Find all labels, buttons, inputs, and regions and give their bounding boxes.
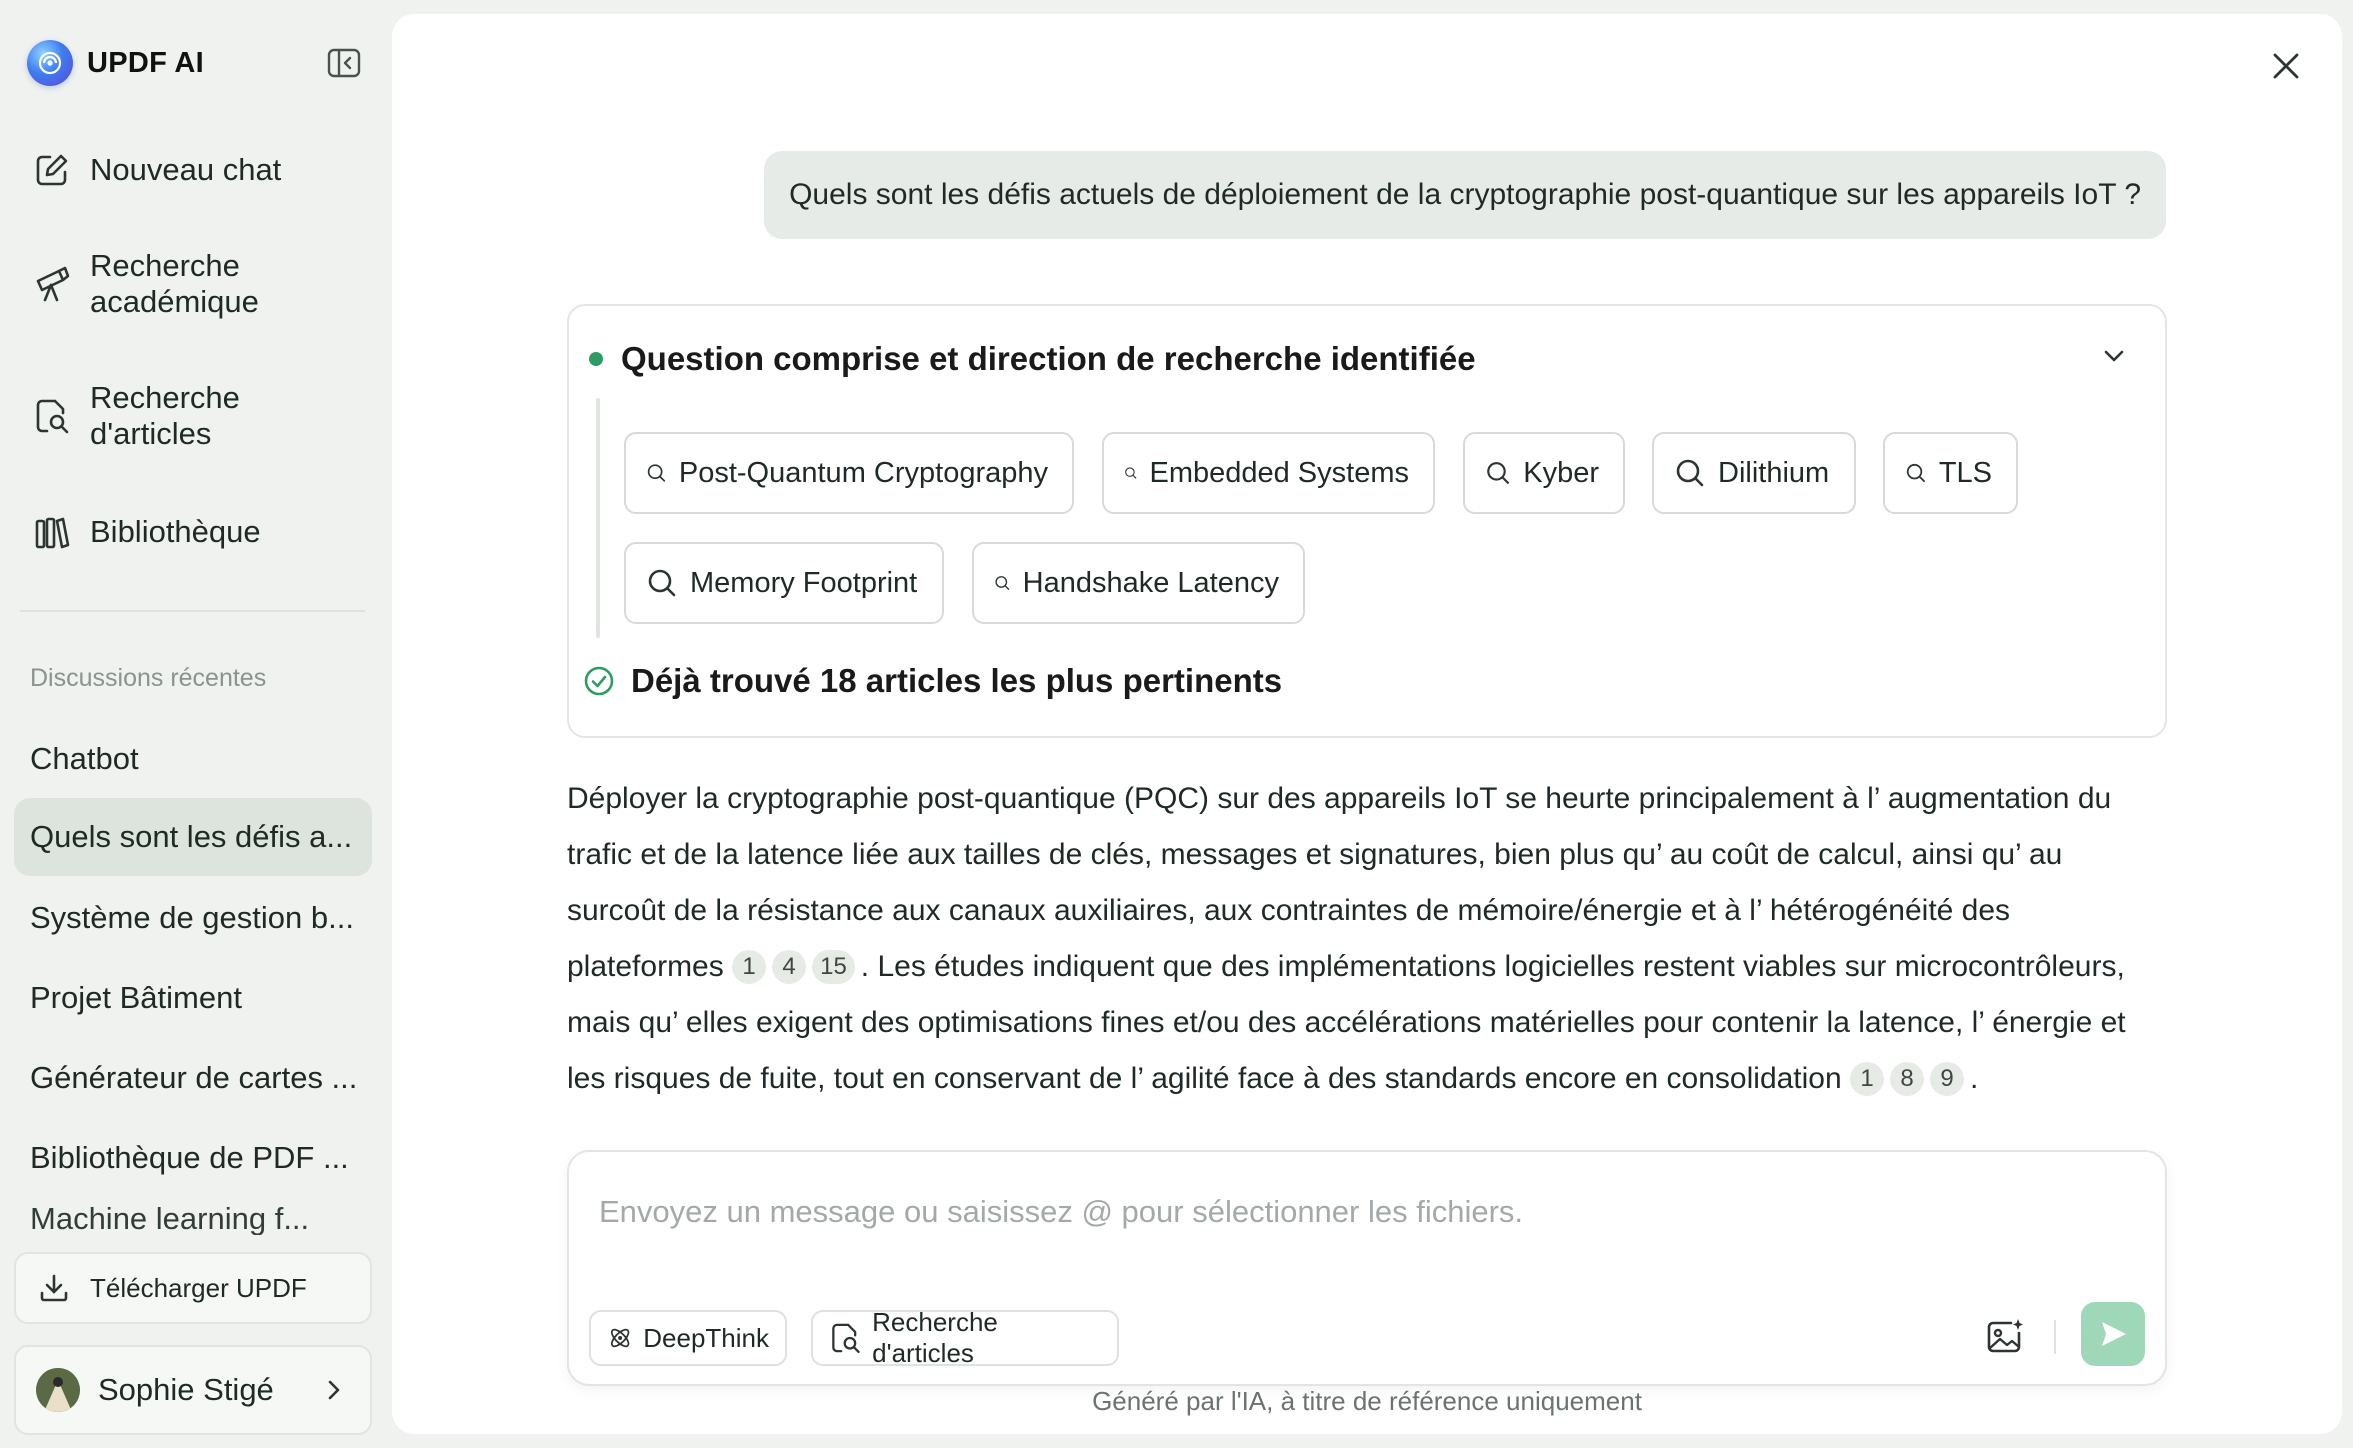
send-icon [2097,1318,2129,1350]
search-icon [646,457,667,489]
upload-image-button[interactable] [1981,1312,2029,1360]
recent-item[interactable]: Système de gestion b... [30,900,354,935]
ai-disclaimer: Généré par l'IA, à titre de référence uniquement [1092,1386,1642,1416]
articles-found-text: Déjà trouvé 18 articles les plus pertinents [631,662,1283,699]
deepthink-label: DeepThink [643,1322,769,1353]
status-dot [589,352,603,366]
search-icon [1485,457,1511,489]
research-progress-card [567,304,2167,738]
close-icon [2271,51,2301,81]
citation-badge[interactable]: 8 [1890,1062,1924,1096]
keyword-chip[interactable] [972,542,1305,624]
answer-text: . [1970,1062,1979,1095]
search-icon [646,567,678,599]
nav-library[interactable] [32,512,261,552]
research-title: Question comprise et direction de recherche identifiée [621,340,1476,377]
article-search-label: Recherche d'articles [872,1307,998,1368]
nav-label: Recherche académique [90,248,259,319]
answer-text: . Les études indiquent que des implémentations logicielles restent viables sur microcontrôleurs, mais qu’ elles exigent des optimisations fines et/ou des accélérations matérielles pour contenir la latence, l’ énergie et les risques de fuite, tout en conservant de l’ agilité face à des standards encore en consolidation [567,950,2126,1095]
library-icon [32,512,72,552]
sidebar-divider [20,610,365,612]
updf-ai-logo-icon [27,40,73,86]
article-search-toggle[interactable] [811,1307,1119,1368]
articles-found-status [583,662,1282,700]
doc-search-icon [32,396,72,436]
image-sparkle-icon [1985,1317,2025,1355]
collapse-sidebar-button[interactable] [326,46,362,80]
user-profile-button[interactable] [14,1345,372,1435]
keyword-chip[interactable] [1652,432,1856,514]
doc-search-icon [829,1321,862,1355]
recent-item-clipped[interactable] [14,1205,372,1235]
atom-icon [607,1321,633,1355]
keyword-label: TLS [1938,456,1992,489]
answer-text: Déployer la cryptographie post-quantique (PQC) sur des appareils IoT se heurte principalement à l’ augmentation du trafic et de la latence liée aux tailles de clés, messages et signatures, bien plus qu’ au coût de calcul, ainsi qu’ au surcoût de la résistance aux canaux auxiliaires, aux contraintes de mémoire/énergie et à l’ hétérogénéité des plateformes [567,782,2112,983]
app-name: UPDF AI [87,46,205,79]
chevron-right-icon [324,1378,344,1402]
citation-badge[interactable]: 15 [812,950,855,984]
keyword-label: Embedded Systems [1149,456,1409,489]
keyword-label: Post-Quantum Cryptography [678,456,1048,489]
chevron-down-icon [2101,346,2127,366]
message-input[interactable] [599,1194,2099,1230]
keyword-label: Memory Footprint [690,566,918,599]
search-icon [1124,457,1137,489]
toolbar-divider [2054,1320,2056,1354]
citation-badge[interactable]: 1 [732,950,766,984]
close-button[interactable] [2266,46,2306,86]
nav-label: Bibliothèque [90,514,261,549]
research-timeline-line [596,398,600,638]
telescope-icon [32,264,72,304]
download-icon [38,1272,70,1304]
keyword-chip[interactable] [1883,432,2018,514]
sidebar-collapse-icon [327,48,361,78]
message-composer [567,1150,2167,1386]
ai-answer [567,771,2167,1107]
send-button[interactable] [2081,1302,2145,1366]
keyword-label: Handshake Latency [1022,566,1279,599]
nav-label: Nouveau chat [90,152,282,187]
deepthink-button[interactable] [589,1310,787,1366]
keyword-chip[interactable] [1463,432,1625,514]
recent-item[interactable]: Générateur de cartes ... [30,1060,358,1095]
user-name: Sophie Stigé [98,1372,274,1407]
recent-item-active[interactable]: Quels sont les défis a... [14,798,372,876]
search-icon [994,567,1011,599]
search-icon [1674,457,1706,489]
nav-academic-search[interactable] [32,248,330,320]
nav-article-search[interactable] [32,380,330,452]
avatar [36,1368,80,1412]
nav-label: Recherche d'articles [90,380,240,451]
keyword-chip[interactable] [624,432,1074,514]
user-message-bubble: Quels sont les défis actuels de déploiement de la cryptographie post-quantique sur les appareils IoT ? [764,151,2166,239]
research-header [589,340,1476,378]
nav-new-chat[interactable] [32,150,281,190]
recent-item-label: Machine learning f... [30,1205,310,1235]
keyword-chip[interactable] [624,542,944,624]
search-icon [1905,457,1927,489]
recent-item[interactable]: Bibliothèque de PDF ... [30,1140,349,1175]
download-updf-button[interactable] [14,1252,372,1324]
recent-item[interactable]: Chatbot [30,741,139,776]
collapse-research-button[interactable] [2101,346,2127,366]
citation-badge[interactable]: 4 [772,950,806,984]
citation-badge[interactable]: 1 [1850,1062,1884,1096]
recent-item[interactable]: Projet Bâtiment [30,980,242,1015]
edit-icon [32,150,72,190]
brand [27,40,204,86]
keyword-label: Dilithium [1718,456,1830,489]
sidebar [0,0,390,1448]
citation-badge[interactable]: 9 [1930,1062,1964,1096]
keyword-label: Kyber [1523,456,1599,489]
keyword-chip[interactable] [1102,432,1435,514]
chat-panel [392,14,2342,1434]
download-label: Télécharger UPDF [90,1272,307,1303]
check-circle-icon [583,665,615,697]
recent-discussions-title: Discussions récentes [30,664,267,692]
